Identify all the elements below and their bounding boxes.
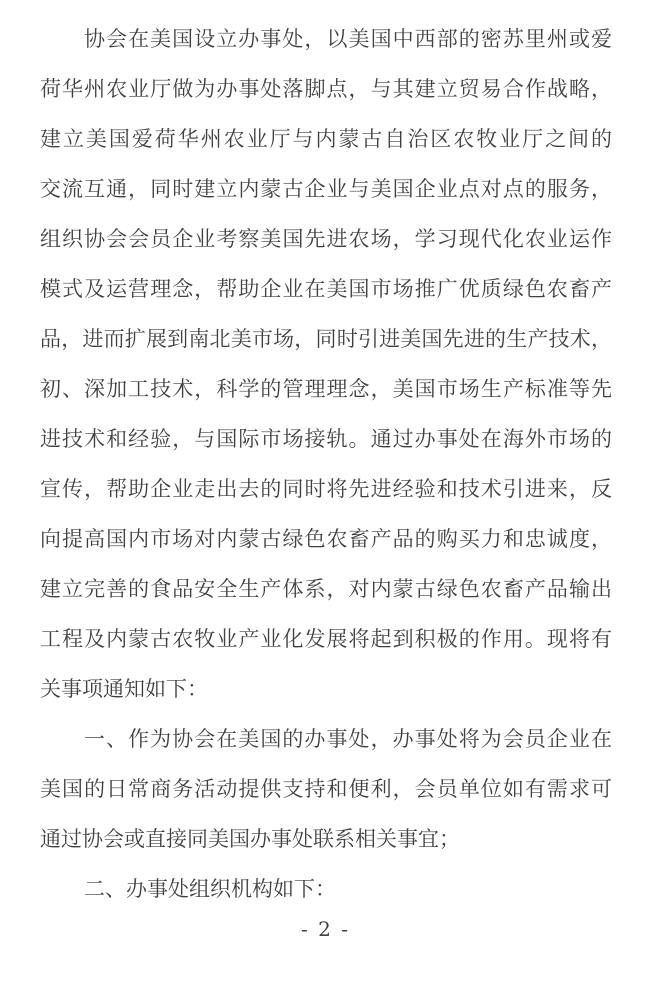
- text-line: 关事项通知如下：: [40, 677, 208, 701]
- page-footer: [0, 914, 651, 944]
- text-line: 二、办事处组织机构如下：: [84, 877, 336, 901]
- text-line: 向提高国内市场对内蒙古绿色农畜产品的购买力和忠诚度，: [40, 527, 612, 551]
- page-number: - 2 -: [301, 917, 350, 941]
- text-line: 进技术和经验，与国际市场接轨。通过办事处在海外市场的: [40, 427, 612, 451]
- text-line: 交流互通，同时建立内蒙古企业与美国企业点对点的服务，: [40, 177, 612, 201]
- text-line: 模式及运营理念，帮助企业在美国市场推广优质绿色农畜产: [40, 277, 612, 301]
- text-line: 组织协会会员企业考察美国先进农场，学习现代化农业运作: [40, 227, 612, 251]
- text-line: 初、深加工技术，科学的管理理念，美国市场生产标准等先: [40, 377, 612, 401]
- paragraph: [40, 714, 612, 864]
- text-line: 通过协会或直接同美国办事处联系相关事宜；: [40, 827, 460, 851]
- text-line: 工程及内蒙古农牧业产业化发展将起到积极的作用。现将有: [40, 627, 612, 651]
- paragraph: [40, 14, 612, 714]
- text-line: 美国的日常商务活动提供支持和便利，会员单位如有需求可: [40, 777, 612, 801]
- text-line: 荷华州农业厅做为办事处落脚点，与其建立贸易合作战略，: [40, 77, 612, 101]
- text-line: 协会在美国设立办事处，以美国中西部的密苏里州或爱: [84, 27, 612, 51]
- text-line: 建立完善的食品安全生产体系，对内蒙古绿色农畜产品输出: [40, 577, 612, 601]
- text-line: 品，进而扩展到南北美市场，同时引进美国先进的生产技术，: [40, 327, 612, 351]
- text-line: 建立美国爱荷华州农业厅与内蒙古自治区农牧业厅之间的: [40, 127, 612, 151]
- paragraph: [40, 864, 612, 914]
- document-body: [40, 14, 612, 914]
- text-line: 宣传，帮助企业走出去的同时将先进经验和技术引进来，反: [40, 477, 612, 501]
- text-line: 一、作为协会在美国的办事处，办事处将为会员企业在: [84, 727, 612, 751]
